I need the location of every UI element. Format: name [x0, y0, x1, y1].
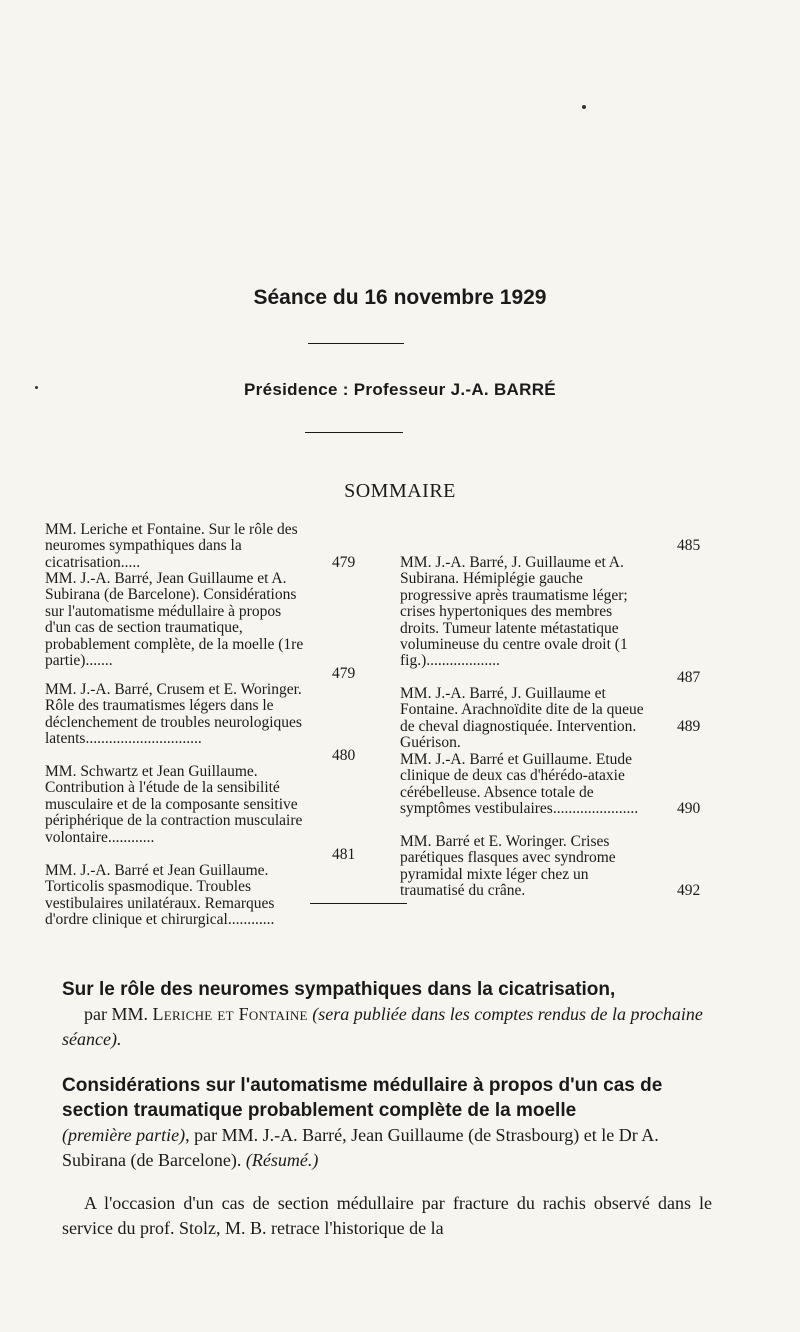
- resume-label: (Résumé.): [245, 1150, 319, 1170]
- toc-page-number: 485: [677, 537, 701, 554]
- toc-entry: [45, 521, 356, 571]
- toc-entry: [400, 685, 701, 752]
- article-byline: , par MM. J.-A. Barré, Jean Guillaume (de Strasbourg) et le Dr A. Subirana (de Barcelone).: [62, 1125, 659, 1170]
- toc-page-number: 487: [677, 669, 701, 686]
- article-title: Sur le rôle des neuromes sympathiques dans la cicatrisation,: [62, 979, 616, 1000]
- article-authors: Leriche et Fontaine: [152, 1004, 308, 1024]
- divider: [310, 903, 407, 904]
- byline-prefix: par MM.: [84, 1004, 153, 1024]
- toc-continuation-spacer: [400, 522, 710, 555]
- publication-note: (sera publiée dans les comptes rendus de la prochaine séance).: [62, 1004, 703, 1049]
- divider: [305, 432, 403, 433]
- toc-entry-text: MM. Leriche et Fontaine. Sur le rôle des neuromes sympathiques dans la cicatrisation.....: [45, 521, 298, 571]
- toc-entry-text: MM. J.-A. Barré, Jean Guillaume et A. Subirana (de Barcelone). Considérations sur l'automatisme médullaire à propos d'un cas de section traumatique, probablement complète, de la moelle (1re partie).......: [45, 570, 304, 670]
- toc-entry: [400, 554, 701, 686]
- article-body: A l'occasion d'un cas de section médullaire par fracture du rachis observé dans le service du prof. Stolz, M. B. retrace l'historique de la: [62, 1193, 712, 1238]
- toc-entry: [45, 681, 356, 764]
- toc-page-number: 480: [332, 747, 356, 764]
- toc-entry-text: MM. J.-A. Barré, J. Guillaume et A. Subirana. Hémiplégie gauche progressive après traumatisme léger; crises hypertoniques des membres droits. Tumeur latente métastatique volumineuse du centre ovale droit (1 fig.)...................: [400, 554, 628, 670]
- toc-entry-text: MM. J.-A. Barré, J. Guillaume et Fontaine. Arachnoïdite dite de la queue de cheval diagnostiquée. Intervention. Guérison.: [400, 685, 644, 752]
- toc-page-number: 481: [332, 846, 356, 863]
- toc-page-number: 490: [677, 800, 701, 817]
- toc-right-column: [400, 522, 710, 900]
- toc-entry-text: MM. Schwartz et Jean Guillaume. Contribution à l'étude de la sensibilité musculaire et de la composante sensitive périphérique de la contraction musculaire volontaire............: [45, 763, 303, 846]
- presidence-line: Présidence : Professeur J.-A. BARRÉ: [244, 380, 556, 399]
- article-title: Considérations sur l'automatisme médullaire à propos d'un cas de section traumatique probablement complète de la moelle: [62, 1075, 663, 1121]
- toc-entry: [45, 570, 356, 682]
- toc-entry-text: MM. J.-A. Barré, Crusem et E. Woringer. Rôle des traumatismes légers dans le déclenchement de troubles neurologiques latents..............................: [45, 681, 302, 748]
- toc-entry-text: MM. J.-A. Barré et Guillaume. Etude clinique de deux cas d'hérédo-ataxie cérébelleuse. Absence totale de symptômes vestibulaires......................: [400, 751, 639, 818]
- toc-entry: [45, 763, 356, 863]
- toc-page-number: 479: [332, 665, 356, 682]
- toc-entry: [45, 862, 307, 929]
- article-leriche: [62, 977, 712, 1052]
- divider: [308, 343, 404, 344]
- paper-speck: [582, 105, 586, 109]
- sommaire-heading: SOMMAIRE: [344, 480, 456, 502]
- article-part: (première partie): [62, 1125, 186, 1145]
- toc-entry-text: MM. Barré et E. Woringer. Crises parétiques flasques avec syndrome pyramidal mixte léger chez un traumatisé du crâne.: [400, 833, 616, 900]
- session-title: Séance du 16 novembre 1929: [253, 286, 547, 309]
- toc-entry-text: MM. J.-A. Barré et Jean Guillaume. Torticolis spasmodique. Troubles vestibulaires unilatéraux. Remarques d'ordre clinique et chirurgical............: [45, 862, 275, 929]
- toc-entry: [400, 833, 701, 900]
- toc-entry: [400, 751, 701, 834]
- toc-left-column: [45, 521, 356, 929]
- toc-page-number: 479: [332, 554, 356, 571]
- toc-page-number: 489: [677, 718, 701, 735]
- toc-page-number: 492: [677, 882, 701, 899]
- article-barre: [62, 1073, 712, 1241]
